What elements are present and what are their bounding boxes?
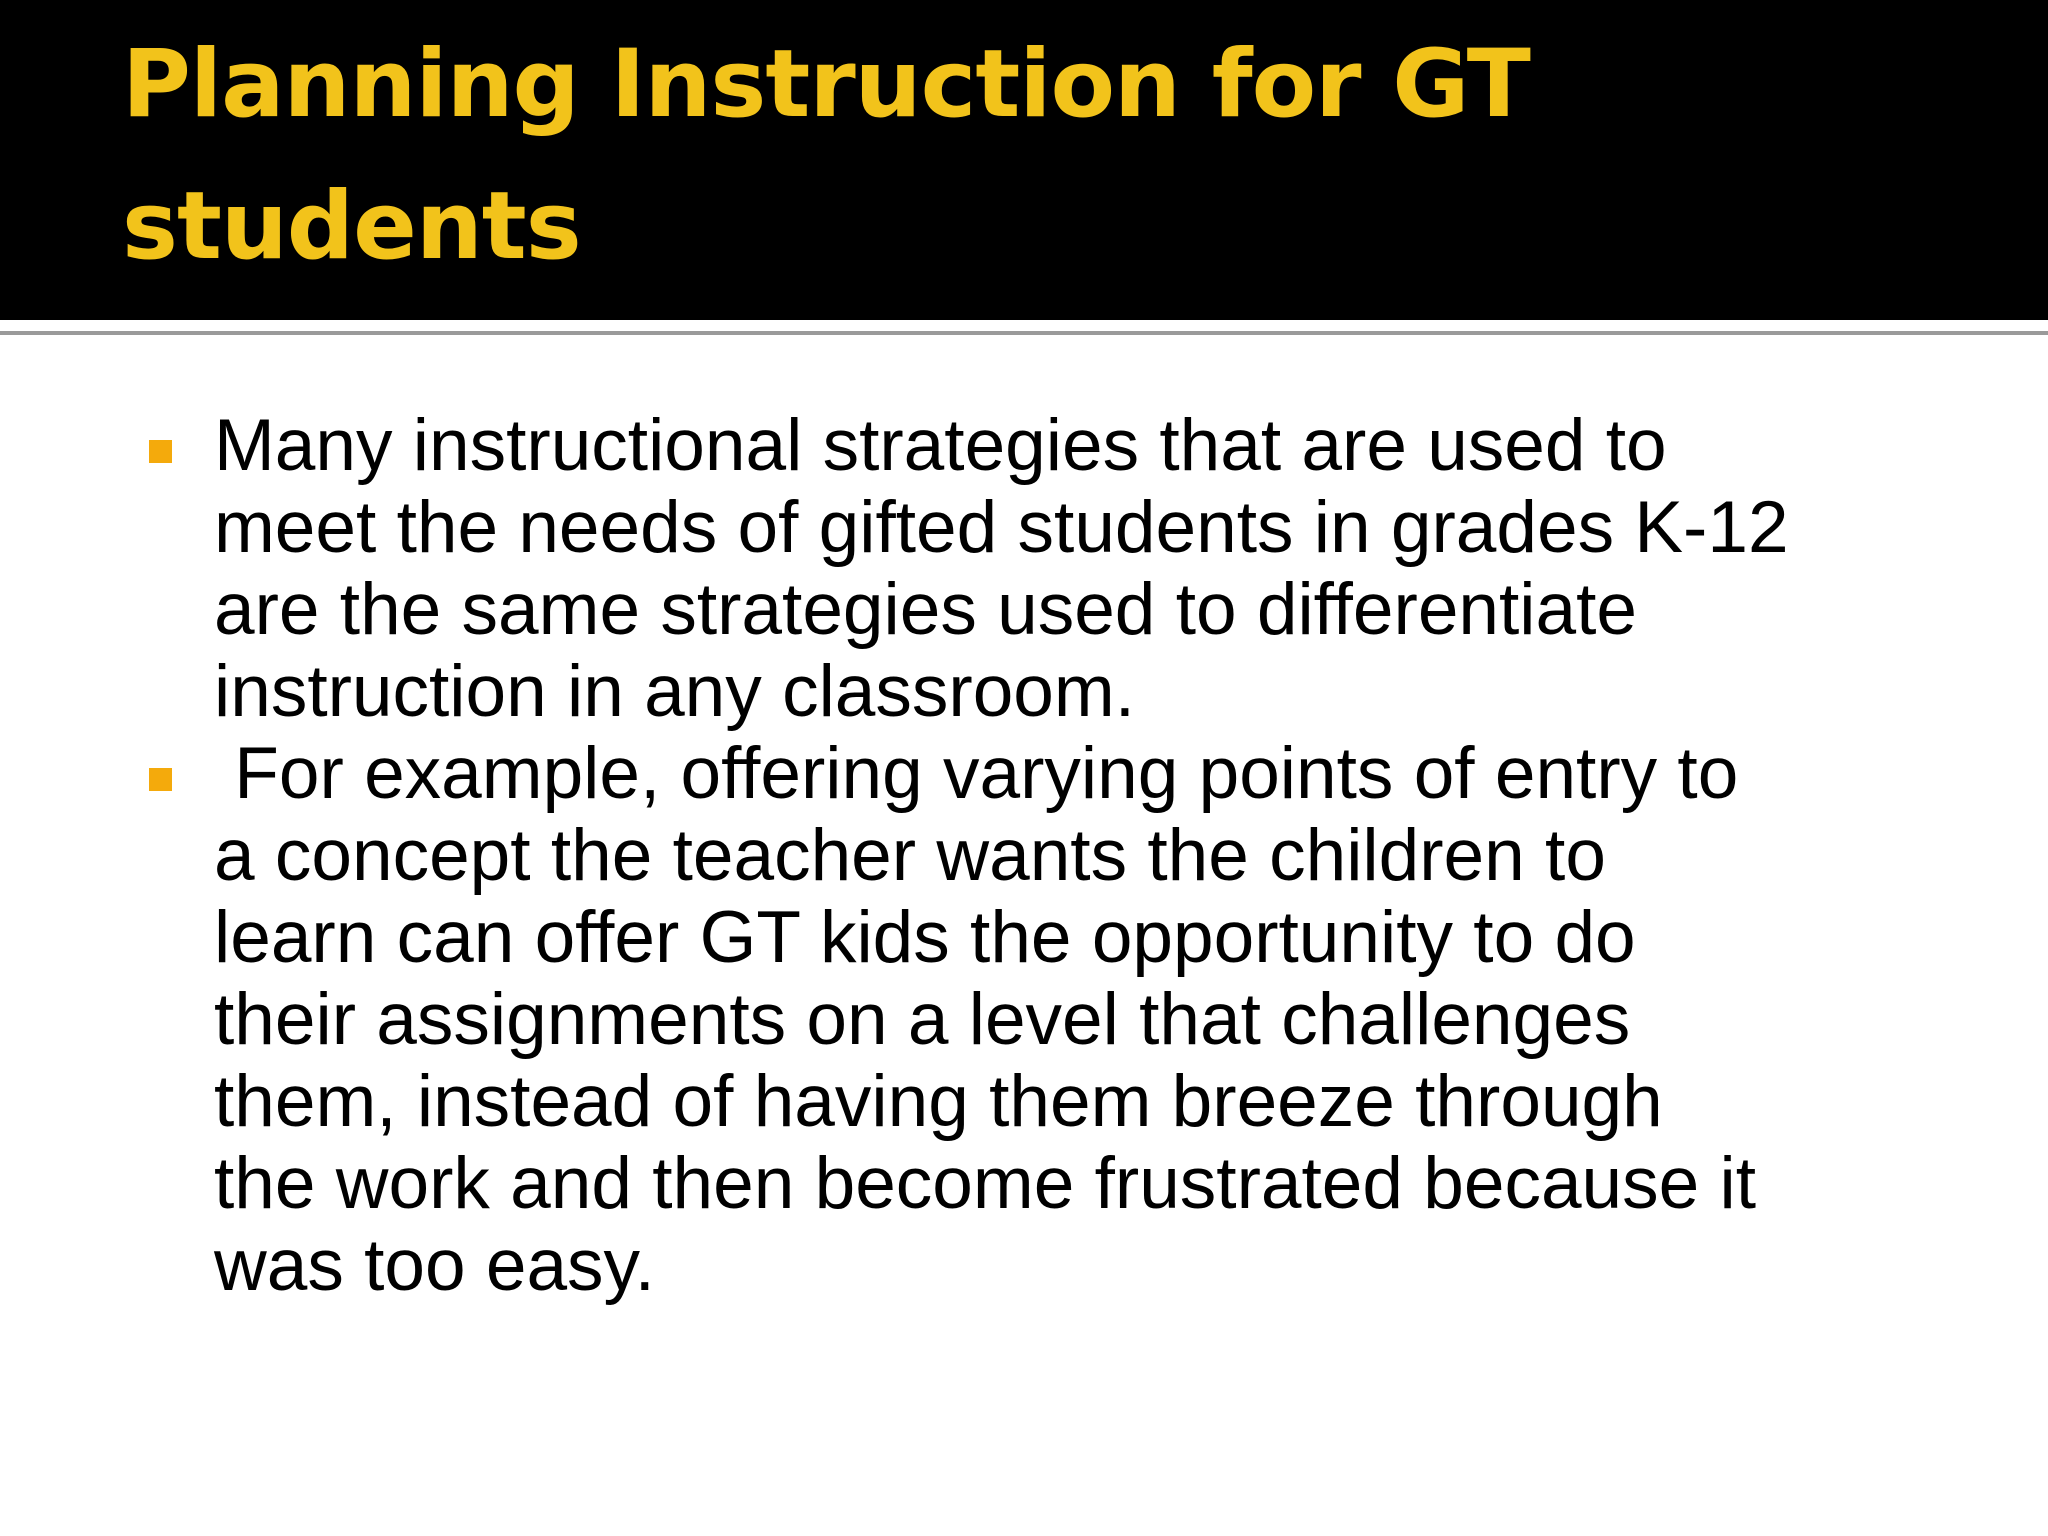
square-bullet-icon [149, 440, 172, 463]
title-bar [0, 0, 2048, 320]
bullet-1-line-2: meet the needs of gifted students in grades K-12 [214, 487, 1789, 568]
bullet-2-line-3: learn can offer GT kids the opportunity to do [214, 897, 1636, 978]
slide-title-line-1: Planning Instruction for GT [122, 30, 1530, 139]
bullet-list [0, 405, 2048, 1307]
bullet-item-2 [0, 733, 2048, 1307]
bullet-item-1 [0, 405, 2048, 733]
bullet-2-line-7: was too easy. [214, 1225, 655, 1306]
bullet-1-line-3: are the same strategies used to differentiate [214, 569, 1638, 650]
square-bullet-icon [149, 768, 172, 791]
bullet-2-line-4: their assignments on a level that challenges [214, 979, 1631, 1060]
slide-title-line-2: students [122, 172, 581, 281]
bullet-2-line-2: a concept the teacher wants the children to [214, 815, 1606, 896]
bullet-1-line-4: instruction in any classroom. [214, 651, 1135, 732]
bullet-2-line-1: For example, offering varying points of entry to [214, 733, 1739, 814]
title-divider-gap [0, 320, 2048, 326]
bullet-1-line-1: Many instructional strategies that are used to [214, 405, 1667, 486]
bullet-2-line-5: them, instead of having them breeze through [214, 1061, 1663, 1142]
title-divider-line [0, 331, 2048, 335]
bullet-2-line-6: the work and then become frustrated because it [214, 1143, 1757, 1224]
slide-title [122, 14, 1622, 298]
